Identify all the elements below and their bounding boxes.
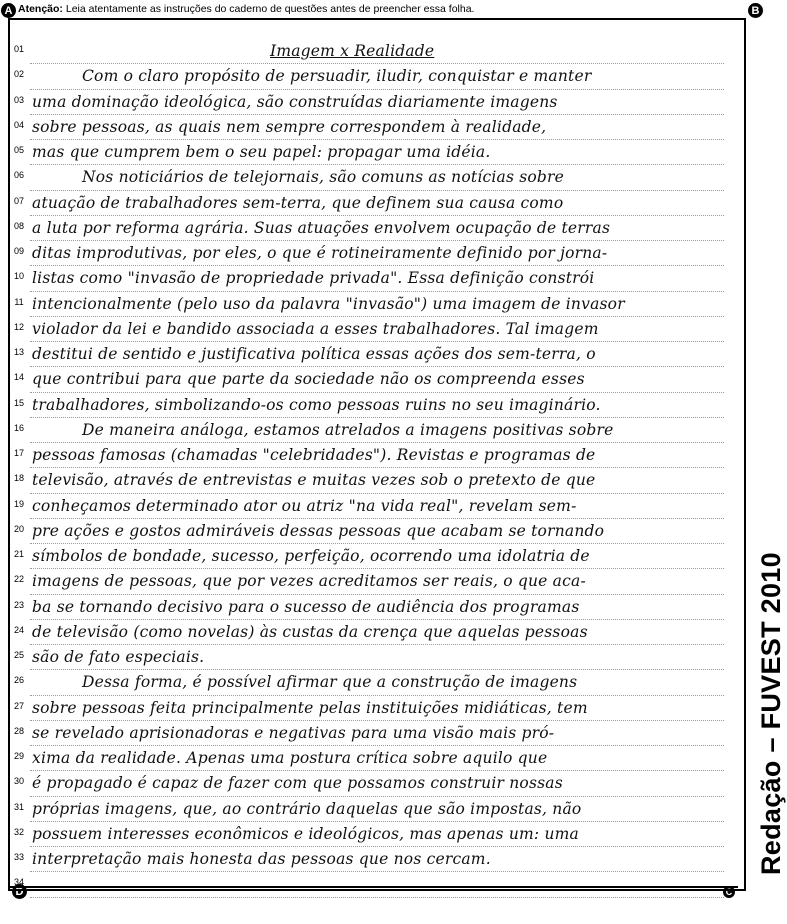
essay-line: de televisão (como novelas) às custas da crença que aquelas pessoas <box>32 622 588 641</box>
essay-line: televisão, através de entrevistas e muitas vezes sob o pretexto de que <box>32 471 596 490</box>
essay-line: é propagado é capaz de fazer com que possamos construir nossas <box>32 774 563 793</box>
essay-line: Dessa forma, é possível afirmar que a construção de imagens <box>82 673 578 692</box>
essay-line: intencionalmente (pelo uso da palavra "invasão") uma imagem de invasor <box>32 294 625 313</box>
line-number: 14 <box>13 372 24 383</box>
corner-marker-b: B <box>748 3 763 18</box>
line-number: 17 <box>13 448 24 458</box>
essay-line: mas que cumprem bem o seu papel: propagar uma idéia. <box>32 143 491 161</box>
essay-line: imagens de pessoas, que por vezes acreditamos ser reais, o que aca- <box>32 572 586 591</box>
line-number: 31 <box>13 801 24 812</box>
line-number: 06 <box>13 170 24 181</box>
line-number: 23 <box>13 599 24 610</box>
essay-line: interpretação mais honesta das pessoas que nos cercam. <box>32 850 491 868</box>
line-number: 22 <box>13 574 24 585</box>
essay-line: violador da lei e bandido associada a esses trabalhadores. Tal imagem <box>32 319 599 338</box>
essay-line: De maneira análoga, estamos atrelados a imagens positivas sobre <box>82 420 614 439</box>
frame-bottom-rule <box>8 886 738 888</box>
line-number: 34 <box>13 877 24 888</box>
corner-marker-c: C <box>723 886 735 898</box>
ruled-line <box>30 897 724 898</box>
line-number: 03 <box>13 94 24 105</box>
essay-line: símbolos de bondade, sucesso, perfeição, ocorrendo uma idolatria de <box>32 547 590 565</box>
essay-line: xima da realidade. Apenas uma postura crítica sobre aquilo que <box>32 749 548 767</box>
line-number: 13 <box>13 347 24 357</box>
essay-line: ba se tornando decisivo para o sucesso de audiência dos programas <box>32 597 580 616</box>
attention-label: Atenção: <box>18 3 63 15</box>
essay-line: Nos noticiários de telejornais, são comuns as notícias sobre <box>82 168 565 187</box>
exam-side-label: Redação – FUVEST 2010 <box>756 552 786 875</box>
line-number: 07 <box>13 195 24 206</box>
line-number: 20 <box>13 523 24 534</box>
attention-notice <box>18 3 474 15</box>
corner-marker-a: A <box>1 3 16 18</box>
essay-line: são de fato especiais. <box>32 648 205 666</box>
essay-line: trabalhadores, simbolizando-os como pessoas ruins no seu imaginário. <box>32 395 601 414</box>
essay-title: Imagem x Realidade <box>270 42 435 60</box>
line-number: 25 <box>13 650 24 660</box>
line-number: 30 <box>13 776 24 787</box>
essay-line: próprias imagens, que, ao contrário daquelas que são impostas, não <box>32 799 582 818</box>
line-number: 24 <box>13 624 24 635</box>
line-number: 15 <box>13 397 24 408</box>
line-number: 16 <box>13 422 24 433</box>
line-number: 27 <box>13 700 24 711</box>
essay-line: atuação de trabalhadores sem-terra, que definem sua causa como <box>32 193 564 212</box>
essay-line: uma dominação ideológica, são construídas diariamente imagens <box>32 92 558 111</box>
line-number: 29 <box>13 751 24 761</box>
line-number: 28 <box>13 725 24 736</box>
essay-line: que contribui para que parte da sociedade não os compreenda esses <box>32 370 585 389</box>
line-number: 09 <box>13 246 24 256</box>
essay-line: conheçamos determinado ator ou atriz "na vida real", revelam sem- <box>32 496 577 515</box>
line-number: 04 <box>13 119 24 130</box>
line-number: 02 <box>13 69 24 80</box>
essay-line: sobre pessoas, as quais nem sempre correspondem à realidade, <box>32 117 547 136</box>
essay-line: listas como "invasão de propriedade privada". Essa definição constrói <box>32 269 595 288</box>
essay-line: ditas improdutivas, por eles, o que é rotineiramente definido por jorna- <box>32 244 608 262</box>
line-number: 18 <box>13 473 24 484</box>
essay-line: possuem interesses econômicos e ideológicos, mas apenas um: uma <box>32 824 579 843</box>
line-number: 12 <box>13 321 24 332</box>
attention-text: Leia atentamente as instruções do caderno de questões antes de preencher essa folha. <box>65 3 475 15</box>
line-number: 21 <box>13 549 24 559</box>
line-number: 11 <box>14 296 24 307</box>
line-number: 26 <box>13 675 24 686</box>
essay-line: se revelado aprisionadoras e negativas para uma visão mais pró- <box>32 723 555 742</box>
essay-line: pessoas famosas (chamadas "celebridades"). Revistas e programas de <box>32 446 596 464</box>
essay-line: a luta por reforma agrária. Suas atuações envolvem ocupação de terras <box>32 218 611 237</box>
line-number: 10 <box>13 271 24 282</box>
line-number: 33 <box>13 852 24 862</box>
essay-line: Com o claro propósito de persuadir, iludir, conquistar e manter <box>82 67 592 86</box>
essay-line: pre ações e gostos admiráveis dessas pessoas que acabam se tornando <box>32 521 605 540</box>
essay-line: destitui de sentido e justificativa política essas ações dos sem-terra, o <box>32 345 596 363</box>
line-number: 01 <box>13 44 24 54</box>
corner-marker-d: D <box>12 884 27 899</box>
line-number: 32 <box>13 826 24 837</box>
line-number: 19 <box>13 498 24 509</box>
line-number: 08 <box>13 220 24 231</box>
line-number: 05 <box>13 145 24 155</box>
essay-line: sobre pessoas feita principalmente pelas instituições midiáticas, tem <box>32 698 588 717</box>
